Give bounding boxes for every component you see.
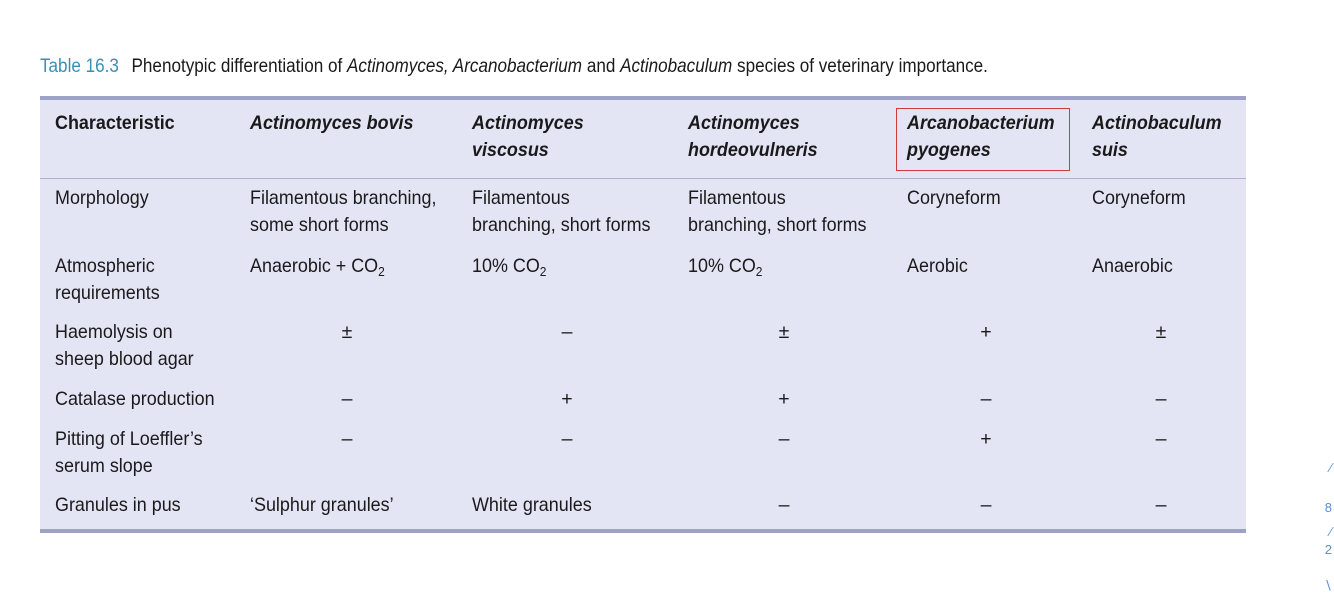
morphology-viscosus-line1: Filamentous <box>472 187 570 209</box>
catalase-viscosus: + <box>561 388 573 410</box>
pitting-viscosus: – <box>561 428 573 450</box>
granules-bovis: ‘Sulphur granules’ <box>250 494 394 516</box>
header-actinomyces-bovis: Actinomyces bovis <box>250 112 414 134</box>
morphology-bovis-line2: some short forms <box>250 214 389 236</box>
row-label-haemolysis-line2: sheep blood agar <box>55 348 194 370</box>
row-label-catalase: Catalase production <box>55 388 215 410</box>
pitting-pyogenes: + <box>980 428 992 450</box>
granules-viscosus: White granules <box>472 494 592 516</box>
morphology-viscosus-line2: branching, short forms <box>472 214 651 236</box>
granules-suis: – <box>1155 494 1167 516</box>
haemolysis-suis: ± <box>1155 321 1167 343</box>
atmospheric-suis: Anaerobic <box>1092 255 1173 277</box>
morphology-pyogenes: Coryneform <box>907 187 1001 209</box>
morphology-suis: Coryneform <box>1092 187 1186 209</box>
caption-text: Phenotypic differentiation of Actinomyces, Arcanobacterium and Actinobaculum species of veterinary importance. <box>131 56 988 77</box>
table-number: Table 16.3 <box>40 56 119 77</box>
pitting-hordeovulneris: – <box>778 428 790 450</box>
header-actinomyces-hordeovulneris-line2: hordeovulneris <box>688 139 818 161</box>
haemolysis-viscosus: – <box>561 321 573 343</box>
row-label-pitting-line1: Pitting of Loeffler’s <box>55 428 203 450</box>
edge-mark: ∕ <box>1329 460 1332 475</box>
catalase-bovis: – <box>341 388 353 410</box>
morphology-hordeovulneris-line2: branching, short forms <box>688 214 867 236</box>
header-actinobaculum-suis-line2: suis <box>1092 139 1128 161</box>
pitting-bovis: – <box>341 428 353 450</box>
atmospheric-pyogenes: Aerobic <box>907 255 968 277</box>
haemolysis-pyogenes: + <box>980 321 992 343</box>
differentiation-table <box>40 96 1246 533</box>
catalase-suis: – <box>1155 388 1167 410</box>
atmospheric-bovis: Anaerobic + $CO_2$ <box>250 255 385 279</box>
header-actinomyces-viscosus-line2: viscosus <box>472 139 549 161</box>
haemolysis-hordeovulneris: ± <box>778 321 790 343</box>
atmospheric-viscosus: 10% $CO_2$ <box>472 255 547 279</box>
edge-mark: ∖ <box>1323 578 1332 593</box>
morphology-bovis-line1: Filamentous branching, <box>250 187 437 209</box>
edge-mark: 8 <box>1324 500 1332 515</box>
header-actinomyces-hordeovulneris-line1: Actinomyces <box>688 112 800 134</box>
granules-hordeovulneris: – <box>778 494 790 516</box>
header-characteristic: Characteristic <box>55 112 175 134</box>
granules-pyogenes: – <box>980 494 992 516</box>
catalase-pyogenes: – <box>980 388 992 410</box>
row-label-atmospheric-line2: requirements <box>55 282 160 304</box>
header-actinobaculum-suis-line1: Actinobaculum <box>1092 112 1222 134</box>
edge-mark: 2 <box>1324 542 1332 557</box>
pitting-suis: – <box>1155 428 1167 450</box>
atmospheric-hordeovulneris: 10% $CO_2$ <box>688 255 763 279</box>
header-arcanobacterium-pyogenes-line1: Arcanobacterium <box>907 112 1055 134</box>
row-label-granules: Granules in pus <box>55 494 181 516</box>
edge-marks <box>1320 460 1334 599</box>
haemolysis-bovis: ± <box>341 321 353 343</box>
row-label-pitting-line2: serum slope <box>55 455 153 477</box>
morphology-hordeovulneris-line1: Filamentous <box>688 187 786 209</box>
row-label-morphology: Morphology <box>55 187 149 209</box>
header-divider <box>40 178 1246 179</box>
row-label-haemolysis-line1: Haemolysis on <box>55 321 173 343</box>
catalase-hordeovulneris: + <box>778 388 790 410</box>
table-caption <box>40 56 988 78</box>
edge-mark: ∕ <box>1329 524 1332 539</box>
header-arcanobacterium-pyogenes-line2: pyogenes <box>907 139 991 161</box>
header-actinomyces-viscosus-line1: Actinomyces <box>472 112 584 134</box>
row-label-atmospheric-line1: Atmospheric <box>55 255 155 277</box>
